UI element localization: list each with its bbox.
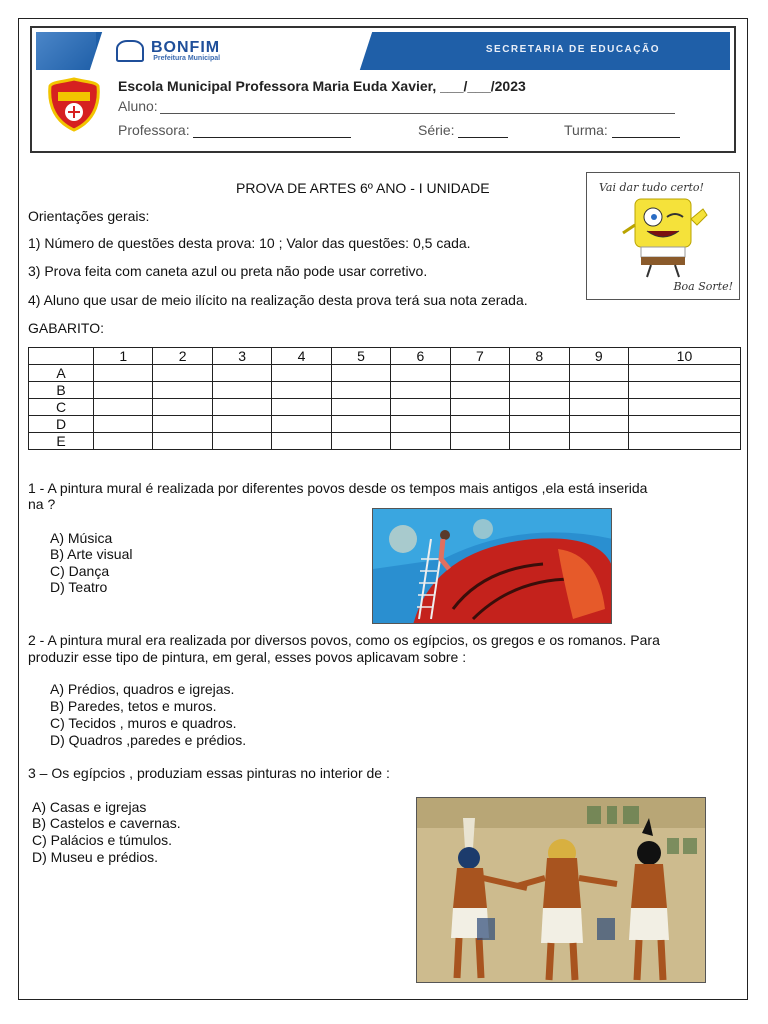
answer-cell[interactable] — [331, 399, 390, 416]
teacher-label: Professora: — [118, 122, 190, 138]
answer-cell[interactable] — [94, 382, 153, 399]
answer-cell[interactable] — [212, 416, 271, 433]
answer-cell[interactable] — [628, 433, 740, 450]
answer-cell[interactable] — [153, 399, 212, 416]
answer-cell[interactable] — [569, 365, 628, 382]
student-field[interactable] — [118, 98, 688, 114]
answer-cell[interactable] — [153, 382, 212, 399]
grade-blank[interactable] — [458, 124, 508, 138]
sponge-character-icon — [617, 195, 713, 279]
class-field[interactable] — [564, 122, 680, 138]
answer-key-row — [29, 365, 741, 382]
orientation-item: 1) Número de questões desta prova: 10 ; Valor das questões: 0,5 cada. — [28, 235, 471, 251]
answer-key-row — [29, 382, 741, 399]
question-2-prompt-cont: produzir esse tipo de pintura, em geral, esses povos aplicavam sobre : — [28, 649, 467, 665]
answer-cell[interactable] — [153, 365, 212, 382]
answer-cell[interactable] — [94, 416, 153, 433]
answer-cell[interactable] — [391, 399, 450, 416]
answer-key-row-label: B — [29, 382, 94, 399]
answer-cell[interactable] — [569, 416, 628, 433]
header-banner — [36, 32, 730, 70]
answer-key-row — [29, 433, 741, 450]
answer-key-column-header: 8 — [510, 348, 569, 365]
answer-cell[interactable] — [212, 433, 271, 450]
city-logo — [151, 39, 220, 62]
class-blank[interactable] — [612, 124, 680, 138]
answer-key-column-header: 3 — [212, 348, 271, 365]
secretaria-label: SECRETARIA DE EDUCAÇÃO — [485, 44, 660, 55]
answer-key-row-label: A — [29, 365, 94, 382]
class-label: Turma: — [564, 122, 608, 138]
answer-cell[interactable] — [628, 416, 740, 433]
answer-key-column-header: 10 — [628, 348, 740, 365]
question-2-option[interactable]: B) Paredes, tetos e muros. — [50, 698, 217, 714]
orientation-item: 4) Aluno que usar de meio ilícito na realização desta prova terá sua nota zerada. — [28, 292, 528, 308]
answer-key-column-header: 4 — [272, 348, 331, 365]
mural-painting-image — [372, 508, 612, 624]
answer-key-column-header: 5 — [331, 348, 390, 365]
answer-cell[interactable] — [272, 365, 331, 382]
answer-cell[interactable] — [391, 433, 450, 450]
orientations-heading: Orientações gerais: — [28, 208, 150, 224]
grade-field[interactable] — [418, 122, 508, 138]
question-1-prompt: 1 - A pintura mural é realizada por diferentes povos desde os tempos mais antigos ,ela está inserida — [28, 480, 648, 496]
answer-key-row — [29, 416, 741, 433]
question-3-option[interactable]: B) Castelos e cavernas. — [32, 815, 181, 831]
answer-cell[interactable] — [272, 399, 331, 416]
answer-cell[interactable] — [569, 399, 628, 416]
answer-cell[interactable] — [212, 365, 271, 382]
question-1-option[interactable]: B) Arte visual — [50, 546, 133, 562]
answer-key-column-header: 6 — [391, 348, 450, 365]
answer-cell[interactable] — [212, 382, 271, 399]
answer-key-column-header: 1 — [94, 348, 153, 365]
teacher-blank[interactable] — [193, 124, 351, 138]
student-blank[interactable] — [160, 100, 675, 114]
answer-key-label: GABARITO: — [28, 320, 104, 336]
answer-cell[interactable] — [391, 365, 450, 382]
question-3-prompt: 3 – Os egípcios , produziam essas pinturas no interior de : — [28, 765, 390, 781]
answer-key-column-header: 9 — [569, 348, 628, 365]
answer-cell[interactable] — [510, 399, 569, 416]
answer-cell[interactable] — [331, 365, 390, 382]
answer-key-row — [29, 399, 741, 416]
answer-cell[interactable] — [510, 382, 569, 399]
answer-cell[interactable] — [569, 433, 628, 450]
answer-cell[interactable] — [331, 416, 390, 433]
answer-cell[interactable] — [510, 433, 569, 450]
answer-cell[interactable] — [272, 433, 331, 450]
question-2-option[interactable]: A) Prédios, quadros e igrejas. — [50, 681, 235, 697]
answer-cell[interactable] — [94, 433, 153, 450]
answer-key-corner — [29, 348, 94, 365]
answer-key-header-row — [29, 348, 741, 365]
answer-key-table — [28, 347, 741, 450]
answer-cell[interactable] — [391, 416, 450, 433]
student-label: Aluno: — [118, 98, 158, 114]
answer-cell[interactable] — [450, 382, 509, 399]
answer-cell[interactable] — [628, 399, 740, 416]
answer-cell[interactable] — [391, 382, 450, 399]
header — [30, 26, 736, 153]
answer-cell[interactable] — [450, 433, 509, 450]
answer-cell[interactable] — [94, 399, 153, 416]
good-luck-top-text: Vai dar tudo certo! — [599, 181, 704, 194]
question-2-prompt: 2 - A pintura mural era realizada por diversos povos, como os egípcios, os gregos e os romanos. Para — [28, 632, 660, 648]
answer-cell[interactable] — [212, 399, 271, 416]
answer-cell[interactable] — [272, 382, 331, 399]
exam-title: PROVA DE ARTES 6º ANO - I UNIDADE — [236, 180, 490, 196]
egyptian-painting-image — [416, 797, 706, 983]
question-1-option[interactable]: C) Dança — [50, 563, 110, 579]
answer-key-column-header: 7 — [450, 348, 509, 365]
answer-cell[interactable] — [628, 382, 740, 399]
question-2-option[interactable]: D) Quadros ,paredes e prédios. — [50, 732, 247, 748]
question-3-option[interactable]: C) Palácios e túmulos. — [32, 832, 173, 848]
answer-key-row-label: D — [29, 416, 94, 433]
question-3-option[interactable]: A) Casas e igrejas — [32, 799, 147, 815]
answer-cell[interactable] — [153, 433, 212, 450]
answer-cell[interactable] — [450, 399, 509, 416]
question-1-prompt-cont: na ? — [28, 496, 56, 512]
grade-label: Série: — [418, 122, 455, 138]
city-logo-name: BONFIM — [151, 39, 221, 56]
teacher-field[interactable] — [118, 122, 351, 138]
orientation-item: 3) Prova feita com caneta azul ou preta não pode usar corretivo. — [28, 263, 428, 279]
good-luck-image — [586, 172, 740, 300]
answer-cell[interactable] — [569, 382, 628, 399]
question-2-option[interactable]: C) Tecidos , muros e quadros. — [50, 715, 237, 731]
answer-cell[interactable] — [510, 416, 569, 433]
answer-cell[interactable] — [628, 365, 740, 382]
answer-cell[interactable] — [153, 416, 212, 433]
school-name: Escola Municipal Professora Maria Euda Xavier, ___/___/2023 — [118, 78, 526, 94]
city-logo-icon — [116, 40, 144, 62]
city-logo-subtitle: Prefeitura Municipal — [153, 55, 221, 62]
answer-cell[interactable] — [450, 416, 509, 433]
answer-cell[interactable] — [510, 365, 569, 382]
answer-cell[interactable] — [331, 433, 390, 450]
question-3-option[interactable]: D) Museu e prédios. — [32, 849, 159, 865]
answer-key-column-header: 2 — [153, 348, 212, 365]
answer-cell[interactable] — [331, 382, 390, 399]
answer-key-row-label: E — [29, 433, 94, 450]
answer-cell[interactable] — [450, 365, 509, 382]
question-1-option[interactable]: D) Teatro — [50, 579, 108, 595]
school-crest-icon — [46, 76, 102, 132]
question-1-option[interactable]: A) Música — [50, 530, 113, 546]
banner-decoration — [36, 32, 96, 70]
answer-cell[interactable] — [94, 365, 153, 382]
good-luck-bottom-text: Boa Sorte! — [673, 280, 733, 293]
answer-cell[interactable] — [272, 416, 331, 433]
answer-key-row-label: C — [29, 399, 94, 416]
